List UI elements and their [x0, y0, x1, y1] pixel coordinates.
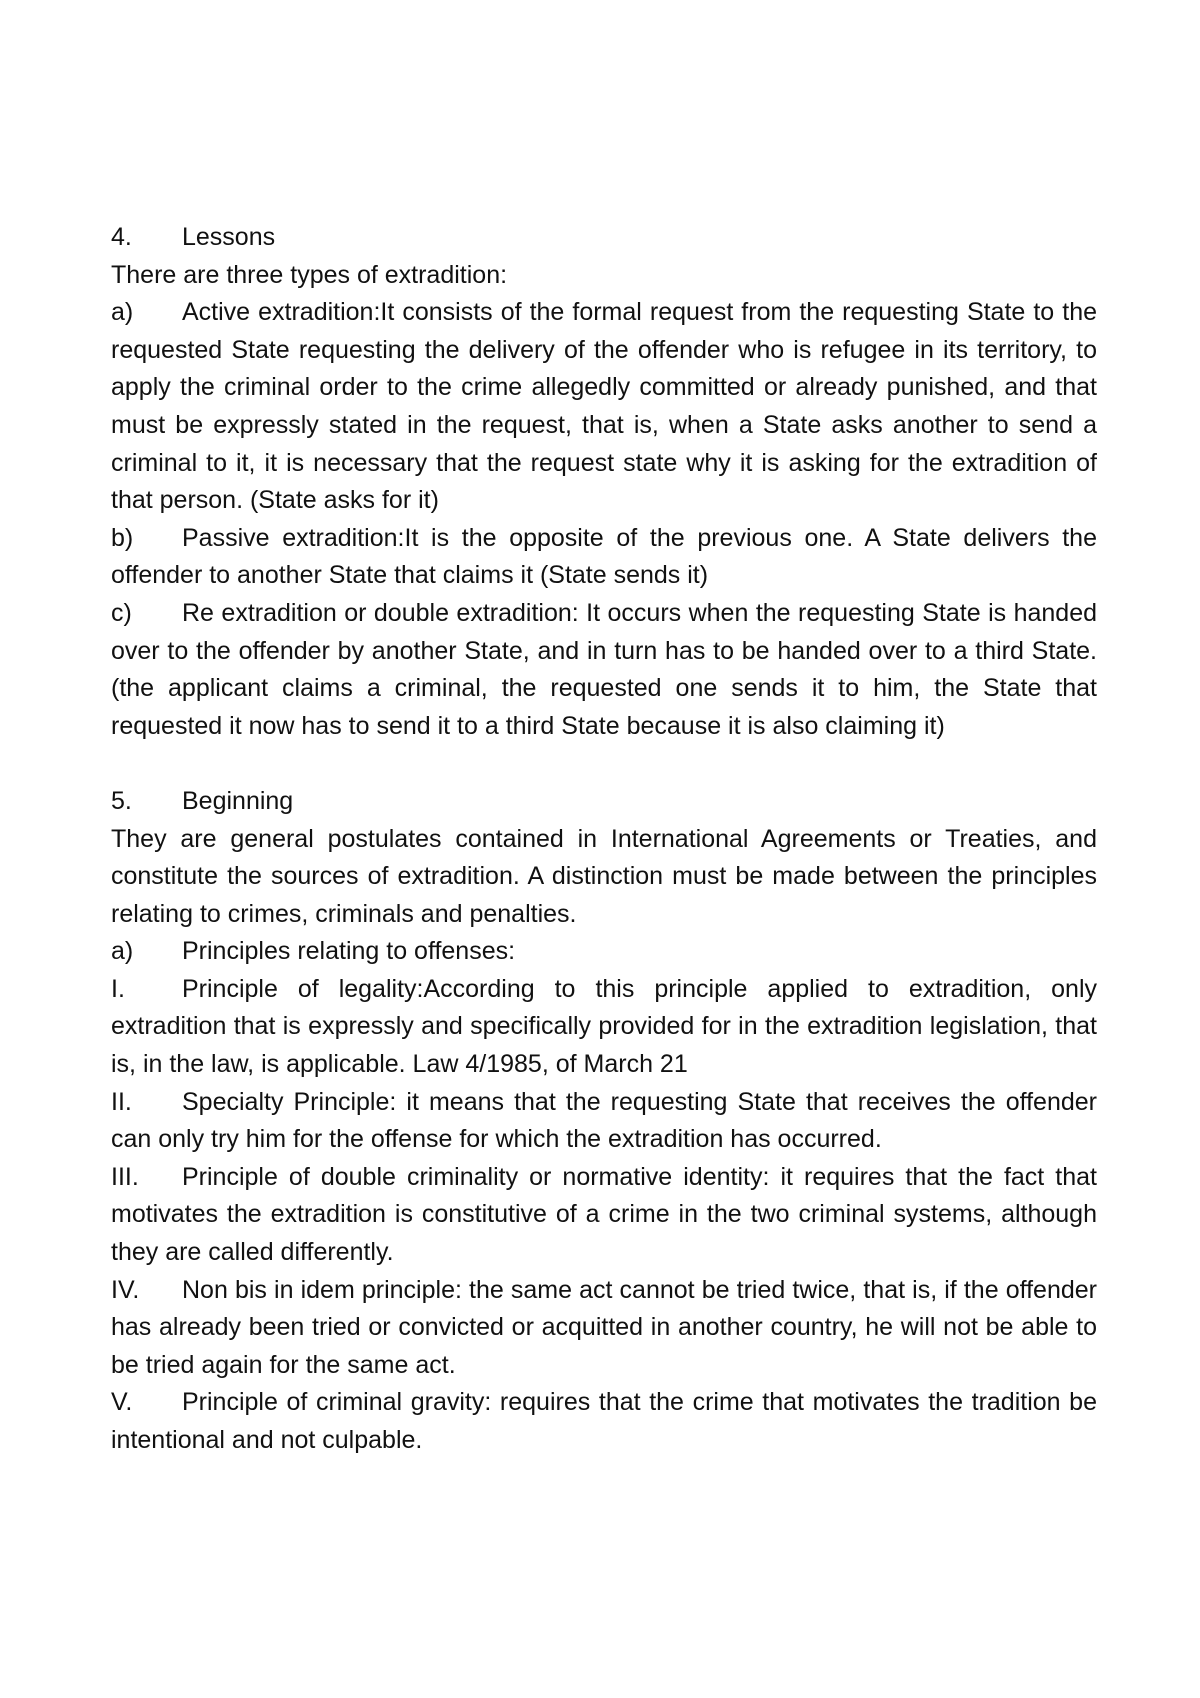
principles-subheading — [111, 933, 1097, 971]
item-marker: a) — [111, 298, 134, 327]
principle-item — [111, 971, 1097, 1084]
item-text: Principle of criminal gravity: requires that the crime that motivates the tradition be intentional and not culpable. — [111, 1388, 1097, 1454]
principle-item — [111, 1384, 1097, 1459]
section-4-intro: There are three types of extradition: — [111, 260, 508, 289]
item-marker: I. — [111, 974, 125, 1003]
extradition-type-item — [111, 520, 1097, 595]
principle-item — [111, 1159, 1097, 1272]
item-text: Principle of double criminality or normative identity: it requires that the fact that motivates the extradition is constitutive of a crime in the two criminal systems, although they are called differently. — [111, 1162, 1097, 1267]
item-text: Passive extradition:It is the opposite of the previous one. A State delivers the offender to another State that claims it (State sends it) — [111, 523, 1097, 590]
section-5-number: 5. — [111, 786, 132, 815]
section-4-heading — [111, 219, 1097, 257]
extradition-type-item — [111, 294, 1097, 520]
item-text: Re extradition or double extradition: It occurs when the requesting State is handed over to the offender by another State, and in turn has to be handed over to a third State. (the applicant claims a criminal, the requested one sends it to him, the State that requested it now has to send it to a third State because it is also claiming it) — [111, 598, 1097, 740]
subheading-text: Principles relating to offenses: — [182, 937, 516, 966]
item-marker: c) — [111, 598, 132, 627]
item-text: Specialty Principle: it means that the requesting State that receives the offender can only try him for the offense for which the extradition has occurred. — [111, 1087, 1097, 1154]
item-text: Non bis in idem principle: the same act cannot be tried twice, that is, if the offender has already been tried or convicted or acquitted in another country, he will not be able to be tried again for the same act. — [111, 1275, 1097, 1379]
section-4-number: 4. — [111, 223, 132, 251]
extradition-type-item — [111, 595, 1097, 745]
section-5-title: Beginning — [182, 786, 294, 815]
item-marker: II. — [111, 1087, 132, 1116]
section-5-heading — [111, 783, 1097, 821]
item-marker: III. — [111, 1162, 139, 1191]
item-marker: a) — [111, 937, 134, 966]
principle-item — [111, 1272, 1097, 1385]
item-text: Principle of legality:According to this principle applied to extradition, only extradition that is expressly and specifically provided for in the extradition legislation, that is, in the law, is applicable. Law 4/1985, of March 21 — [111, 974, 1097, 1079]
item-marker: IV. — [111, 1275, 140, 1304]
document-page — [111, 219, 1097, 1460]
section-4-title: Lessons — [182, 223, 276, 251]
principle-item — [111, 1084, 1097, 1159]
item-marker: b) — [111, 523, 134, 552]
item-text: Active extradition:It consists of the formal request from the requesting State to the requested State requesting the delivery of the offender who is refugee in its territory, to apply the criminal order to the crime allegedly committed or already punished, and that must be expressly stated in the request, that is, when a State asks another to send a criminal to it, it is necessary that the request state why it is asking for the extradition of that person. (State asks for it) — [111, 298, 1097, 515]
item-marker: V. — [111, 1388, 133, 1417]
section-spacer — [111, 745, 1097, 783]
section-5-intro: They are general postulates contained in International Agreements or Treaties, and constitute the sources of extradition. A distinction must be made between the principles relating to crimes, criminals and penalties. — [111, 824, 1097, 928]
